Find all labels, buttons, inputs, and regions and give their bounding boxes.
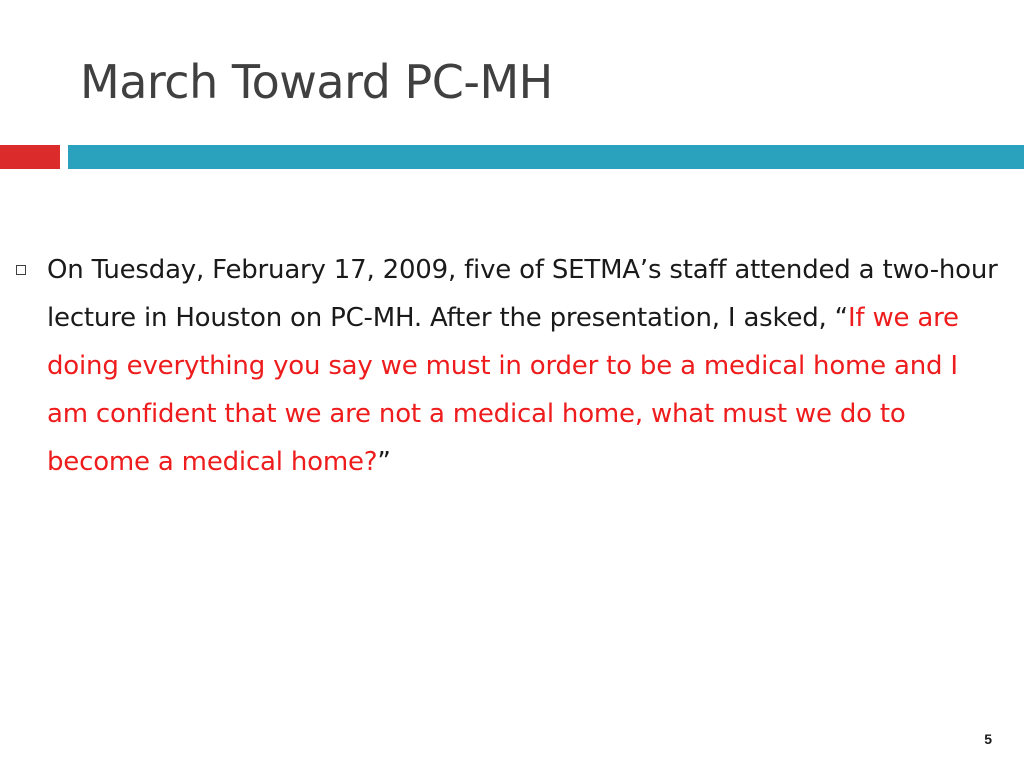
- bullet-item: [13, 246, 1003, 486]
- title-underline-red-bar: [0, 145, 60, 169]
- bullet-quote: If we are doing everything you say we must in order to be a medical home and I am confident that we are not a medical home, what must we do to become a medical home?: [47, 303, 959, 477]
- bullet-closing-quote: ”: [377, 447, 391, 477]
- page-number: 5: [984, 731, 992, 747]
- bullet-text-intro: On Tuesday, February 17, 2009, five of SETMA’s staff attended a two-hour lecture in Houston on PC-MH. After the presentation, I asked, “: [47, 255, 998, 333]
- square-bullet-icon: [16, 265, 26, 275]
- bullet-list: [13, 246, 1003, 486]
- slide-title: March Toward PC-MH: [80, 55, 553, 109]
- title-underline-blue-bar: [68, 145, 1024, 169]
- bullet-text: [47, 246, 1003, 486]
